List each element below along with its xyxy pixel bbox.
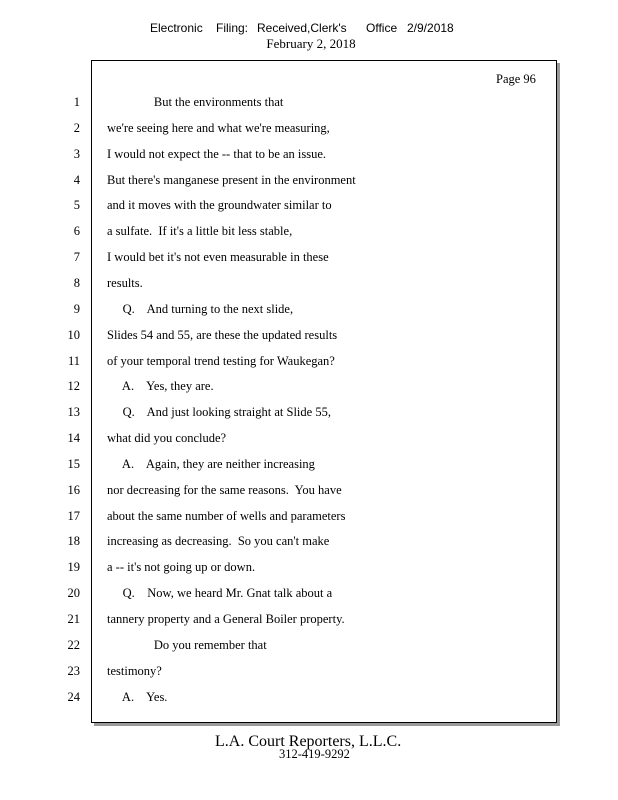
line-number: 20 [67,586,80,600]
line-text: A. Yes. [107,690,168,704]
line-text: about the same number of wells and parameters [107,509,346,523]
line-text: A. Again, they are neither increasing [107,457,315,471]
page-number: Page 96 [496,72,536,86]
line-number: 5 [73,198,80,212]
line-text: Q. Now, we heard Mr. Gnat talk about a [107,586,333,600]
line-number: 18 [67,534,80,548]
line-number: 19 [67,560,80,574]
line-text: But the environments that [107,95,284,109]
line-number: 16 [67,483,80,497]
line-text: testimony? [107,664,162,678]
stamp-word: 2/9/2018 [407,21,454,35]
line-number: 7 [73,250,80,264]
stamp-word: Office [366,21,398,35]
line-number: 22 [67,638,80,652]
stamp-word: Received,Clerk's [257,21,347,35]
line-number: 13 [67,405,80,419]
line-number: 15 [67,457,80,471]
line-text: a -- it's not going up or down. [107,560,256,574]
line-text: I would not expect the -- that to be an issue. [107,147,327,161]
stamp-word: Electronic [150,21,203,35]
line-text: I would bet it's not even measurable in these [107,250,329,264]
line-number: 9 [73,302,80,316]
line-text: But there's manganese present in the environment [107,173,356,187]
line-number: 11 [67,354,80,368]
filed-date: February 2, 2018 [266,36,356,51]
line-number: 2 [73,121,80,135]
line-text: A. Yes, they are. [107,379,214,393]
line-text: and it moves with the groundwater similar to [107,198,332,212]
line-text: of your temporal trend testing for Waukegan? [107,354,335,368]
line-text: increasing as decreasing. So you can't make [107,534,330,548]
line-number: 17 [67,509,80,523]
line-number: 12 [67,379,80,393]
line-number: 21 [67,612,80,626]
line-number: 8 [73,276,80,290]
line-text: nor decreasing for the same reasons. You have [107,483,342,497]
line-text: Q. And turning to the next slide, [107,302,294,316]
line-text: Slides 54 and 55, are these the updated results [107,328,338,342]
line-number: 14 [67,431,80,445]
line-number: 3 [73,147,80,161]
line-number: 23 [67,664,80,678]
footer-phone: 312-419-9292 [279,747,350,761]
line-number: 4 [73,173,80,187]
line-text: we're seeing here and what we're measuring, [107,121,330,135]
line-number: 6 [73,224,80,238]
line-text: a sulfate. If it's a little bit less stable, [107,224,293,238]
line-number: 1 [73,95,80,109]
line-text: tannery property and a General Boiler property. [107,612,345,626]
line-text: Do you remember that [107,638,267,652]
line-text: what did you conclude? [107,431,227,445]
line-text: Q. And just looking straight at Slide 55, [107,405,331,419]
line-number: 10 [67,328,80,342]
footer-company: L.A. Court Reporters, L.L.C. [215,733,402,750]
line-number: 24 [67,690,80,704]
stamp-word: Filing: [216,21,249,35]
line-text: results. [107,276,143,290]
